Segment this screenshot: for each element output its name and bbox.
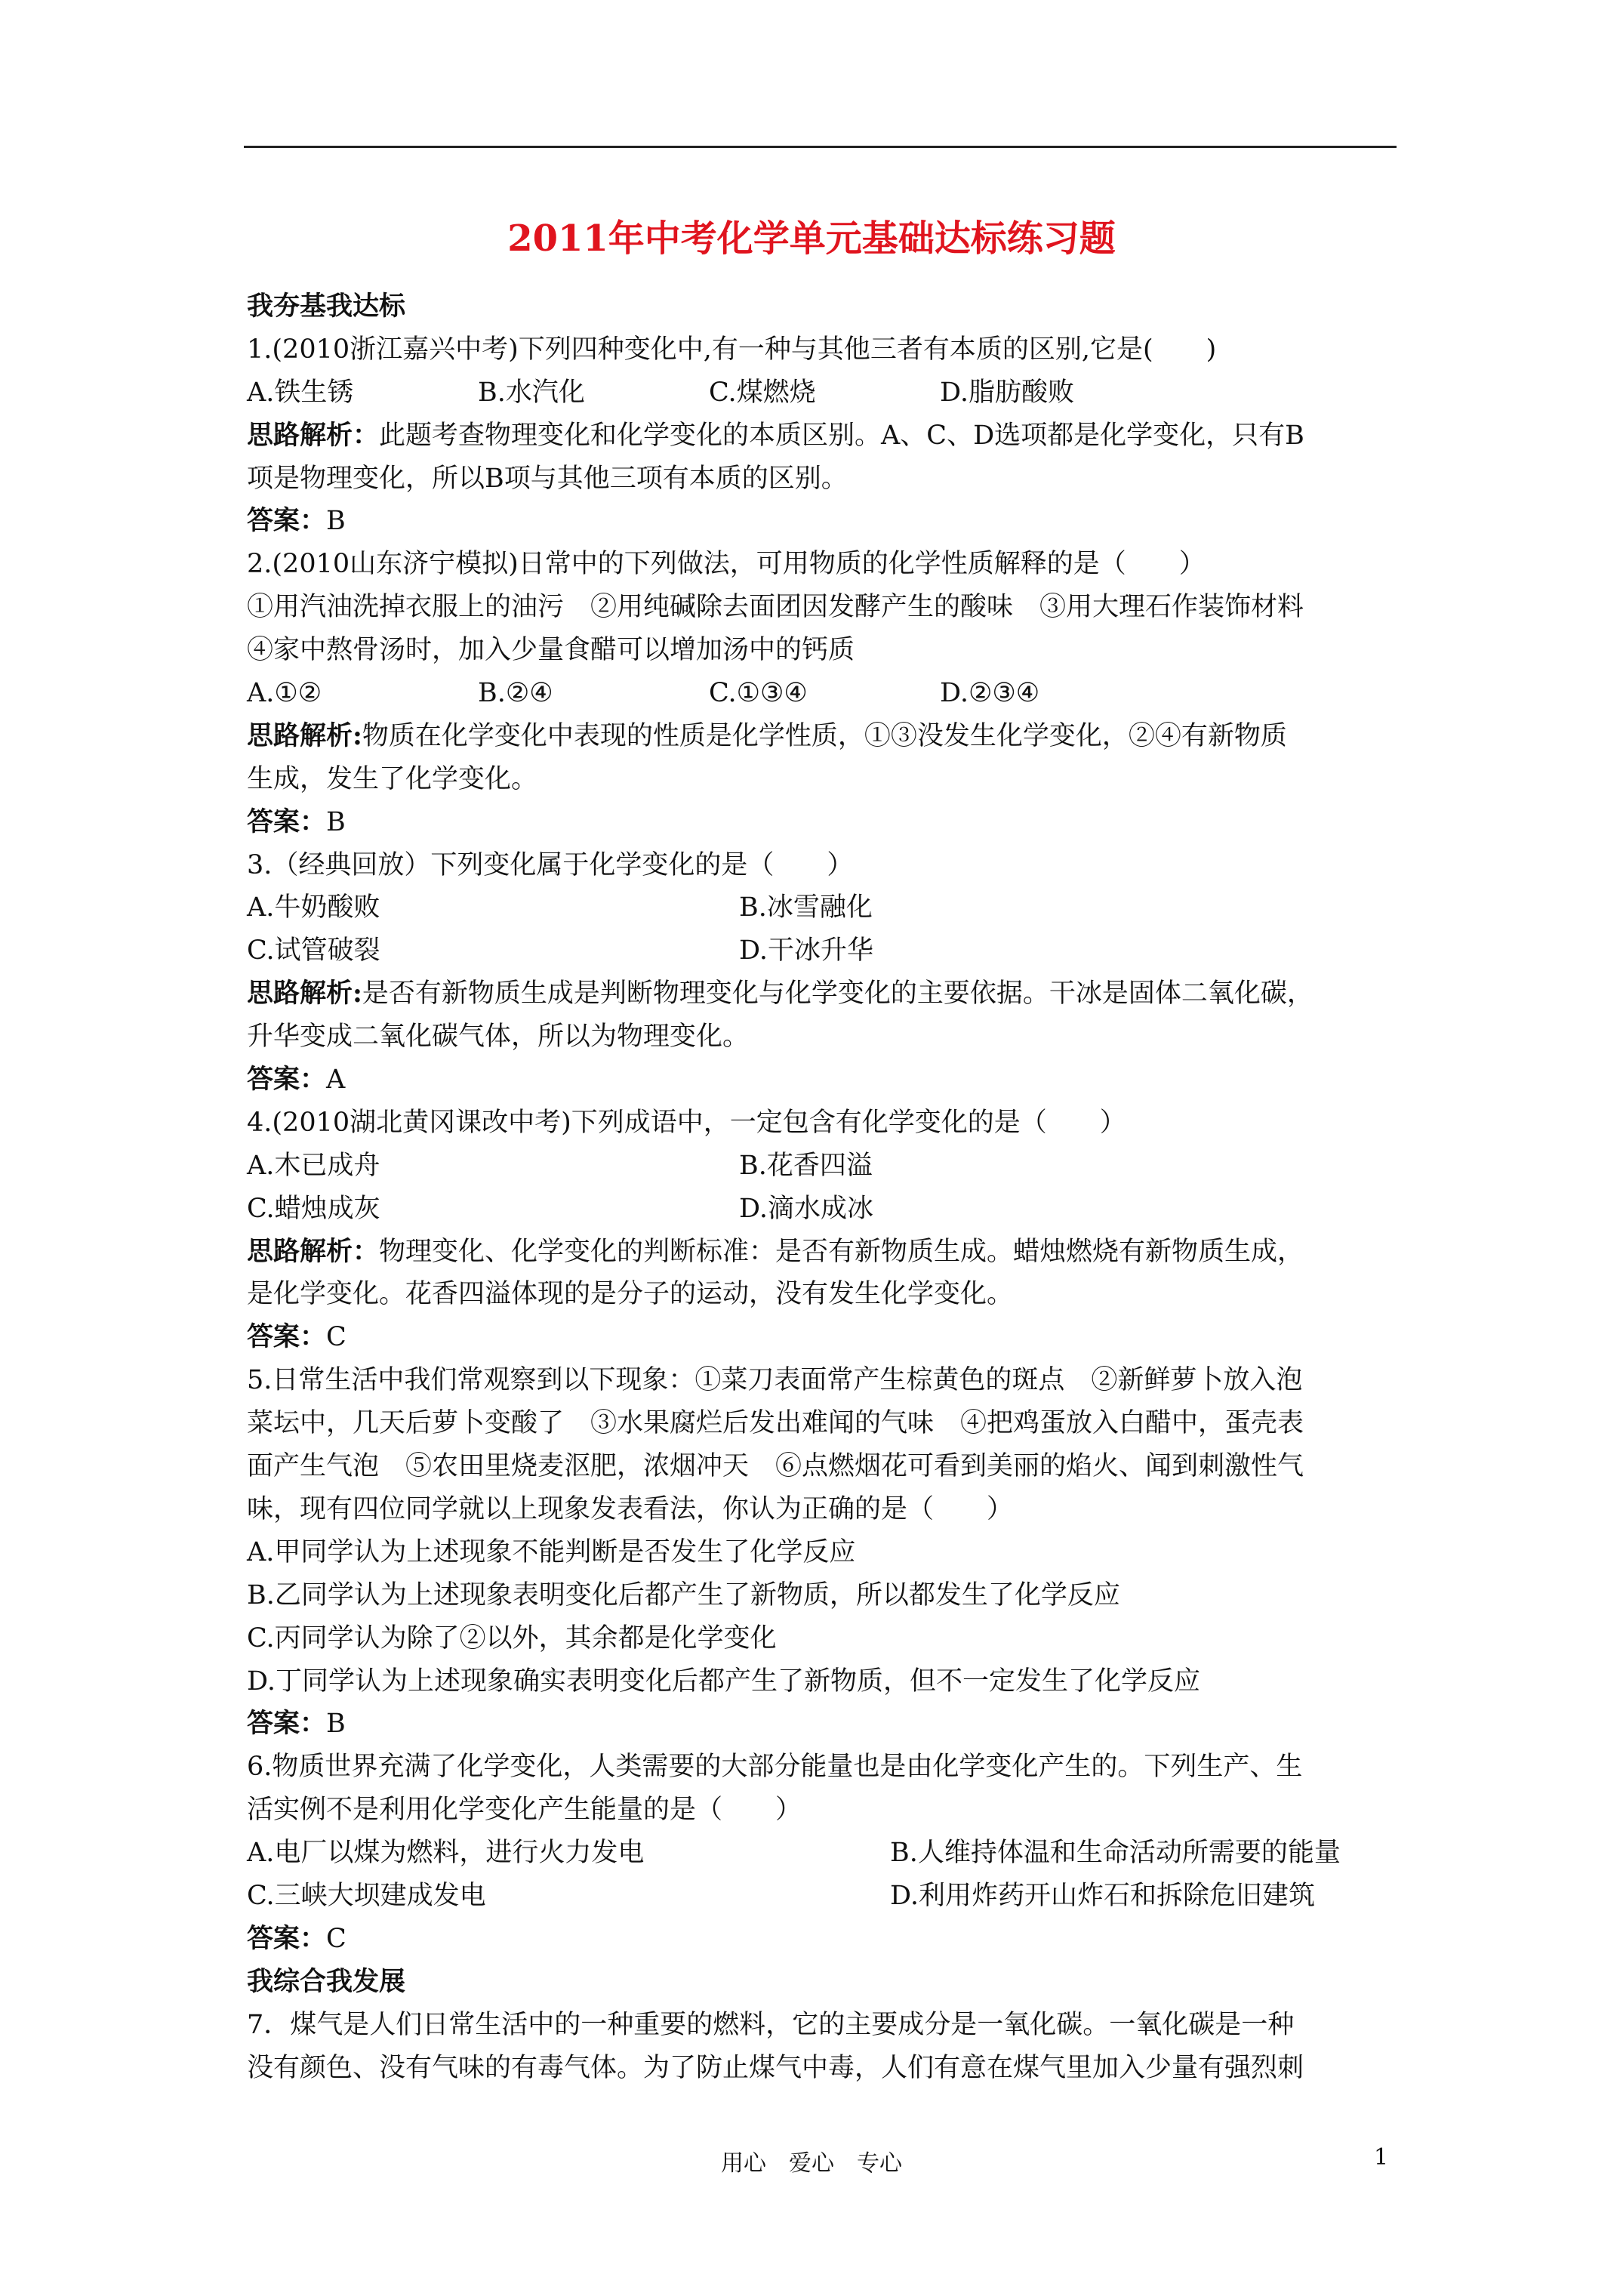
option-d: D.干冰升华 bbox=[739, 935, 873, 966]
option-b: B.乙同学认为上述现象表明变化后都产生了新物质，所以都发生了化学反应 bbox=[247, 1579, 1120, 1610]
option-c: C.①③④ bbox=[709, 678, 808, 709]
question-7-stem-cont: 没有颜色、没有气味的有毒气体。为了防止煤气中毒，人们有意在煤气里加入少量有强烈刺 bbox=[247, 2052, 1304, 2083]
option-a: A.甲同学认为上述现象不能判断是否发生了化学反应 bbox=[247, 1536, 856, 1567]
question-3-stem: 3.（经典回放）下列变化属于化学变化的是（ ） bbox=[247, 849, 854, 880]
question-1-options bbox=[247, 371, 1402, 415]
document-body bbox=[247, 285, 1402, 2089]
question-1-analysis bbox=[247, 415, 1402, 458]
question-5-stem-cont: 菜坛中，几天后萝卜变酸了 ③水果腐烂后发出难闻的气味 ④把鸡蛋放入白醋中，蛋壳表 bbox=[247, 1408, 1304, 1439]
page-footer bbox=[0, 2144, 1623, 2182]
question-5-answer bbox=[247, 1703, 1402, 1746]
question-2-item-line: ①用汽油洗掉衣服上的油污 ②用纯碱除去面团因发酵产生的酸味 ③用大理石作装饰材料 bbox=[247, 592, 1304, 623]
section-heading-basic: 我夯基我达标 bbox=[247, 291, 406, 322]
question-2-item-line: ④家中熬骨汤时，加入少量食醋可以增加汤中的钙质 bbox=[247, 635, 855, 666]
answer-label: 答案： bbox=[247, 1321, 327, 1353]
analysis-label: 思路解析： bbox=[247, 419, 380, 451]
analysis-label: 思路解析: bbox=[247, 720, 362, 751]
question-7-stem: 7．煤气是人们日常生活中的一种重要的燃料，它的主要成分是一氧化碳。一氧化碳是一种 bbox=[247, 2009, 1295, 2040]
answer-label: 答案： bbox=[247, 806, 327, 837]
option-a: A.①② bbox=[247, 678, 322, 709]
question-2-analysis-cont: 生成，发生了化学变化。 bbox=[247, 763, 538, 794]
question-2-options bbox=[247, 672, 1402, 715]
question-3-analysis-cont: 升华变成二氧化碳气体，所以为物理变化。 bbox=[247, 1022, 750, 1052]
option-d: D.丁同学认为上述现象确实表明变化后都产生了新物质，但不一定发生了化学反应 bbox=[247, 1666, 1200, 1697]
question-4-analysis bbox=[247, 1231, 1402, 1274]
answer-value: C bbox=[326, 1322, 346, 1353]
question-2-stem: 2.(2010山东济宁模拟)日常中的下列做法，可用物质的化学性质解释的是（ ） bbox=[247, 549, 1206, 580]
answer-value: C bbox=[326, 1923, 346, 1954]
option-a: A.电厂以煤为燃料，进行火力发电 bbox=[247, 1838, 645, 1869]
analysis-label: 思路解析： bbox=[247, 1235, 380, 1267]
question-5-stem: 5.日常生活中我们常观察到以下现象：①菜刀表面常产生棕黄色的斑点 ②新鲜萝卜放入泡 bbox=[247, 1365, 1303, 1396]
question-2-analysis bbox=[247, 715, 1402, 758]
question-4-options-row1 bbox=[247, 1145, 1402, 1188]
question-5-stem-cont: 味，现有四位同学就以上现象发表看法，你认为正确的是（ ） bbox=[247, 1493, 1014, 1524]
option-d: D.利用炸药开山炸石和拆除危旧建筑 bbox=[890, 1880, 1315, 1911]
option-a: A.铁生锈 bbox=[247, 377, 354, 408]
header-rule bbox=[244, 146, 1397, 148]
answer-value: B bbox=[326, 1709, 346, 1740]
analysis-text: 此题考查物理变化和化学变化的本质区别。A、C、D选项都是化学变化，只有B bbox=[379, 420, 1304, 451]
option-d: D.②③④ bbox=[940, 678, 1040, 709]
question-3-answer bbox=[247, 1059, 1402, 1102]
option-b: B.人维持体温和生命活动所需要的能量 bbox=[890, 1838, 1341, 1869]
footer-slogan: 用心 爱心 专心 bbox=[721, 2150, 902, 2177]
question-6-options-row2 bbox=[247, 1875, 1402, 1918]
option-b: B.冰雪融化 bbox=[739, 892, 873, 923]
page-title: 2011年中考化学单元基础达标练习题 bbox=[507, 217, 1116, 260]
question-1-analysis-cont: 项是物理变化，所以B项与其他三项有本质的区别。 bbox=[247, 463, 848, 494]
question-4-analysis-cont: 是化学变化。花香四溢体现的是分子的运动，没有发生化学变化。 bbox=[247, 1279, 1014, 1310]
section-heading-advanced: 我综合我发展 bbox=[247, 1965, 406, 1997]
answer-label: 答案： bbox=[247, 505, 327, 537]
question-3-analysis bbox=[247, 972, 1402, 1015]
question-6-stem-cont: 活实例不是利用化学变化产生能量的是（ ） bbox=[247, 1795, 802, 1826]
option-b: B.②④ bbox=[478, 678, 553, 709]
answer-label: 答案： bbox=[247, 1922, 327, 1954]
option-b: B.水汽化 bbox=[478, 377, 585, 408]
page-number: 1 bbox=[1374, 2144, 1389, 2171]
question-6-stem: 6.物质世界充满了化学变化，人类需要的大部分能量也是由化学变化产生的。下列生产、生 bbox=[247, 1752, 1303, 1783]
question-6-answer bbox=[247, 1918, 1402, 1961]
option-c: C.试管破裂 bbox=[247, 935, 380, 966]
question-3-options-row2 bbox=[247, 929, 1402, 972]
answer-label: 答案： bbox=[247, 1708, 327, 1740]
option-a: A.木已成舟 bbox=[247, 1150, 380, 1181]
option-c: C.蜡烛成灰 bbox=[247, 1193, 380, 1224]
question-1-answer bbox=[247, 500, 1402, 543]
question-6-options-row1 bbox=[247, 1832, 1402, 1875]
question-1-stem: 1.(2010浙江嘉兴中考)下列四种变化中,有一种与其他三者有本质的区别,它是( ) bbox=[247, 334, 1217, 365]
question-3-options-row1 bbox=[247, 886, 1402, 929]
question-4-options-row2 bbox=[247, 1188, 1402, 1231]
option-d: D.脂肪酸败 bbox=[940, 377, 1074, 408]
option-c: C.三峡大坝建成发电 bbox=[247, 1880, 486, 1911]
option-c: C.丙同学认为除了②以外，其余都是化学变化 bbox=[247, 1623, 777, 1653]
analysis-text: 物理变化、化学变化的判断标准：是否有新物质生成。蜡烛燃烧有新物质生成， bbox=[379, 1236, 1304, 1267]
question-5-stem-cont: 面产生气泡 ⑤农田里烧麦沤肥，浓烟冲天 ⑥点燃烟花可看到美丽的焰火、闻到刺激性气 bbox=[247, 1451, 1304, 1482]
analysis-text: 是否有新物质生成是判断物理变化与化学变化的主要依据。干冰是固体二氧化碳， bbox=[362, 978, 1313, 1009]
option-c: C.煤燃烧 bbox=[709, 377, 816, 408]
question-2-answer bbox=[247, 801, 1402, 844]
answer-label: 答案： bbox=[247, 1064, 327, 1096]
option-b: B.花香四溢 bbox=[739, 1150, 873, 1181]
analysis-label: 思路解析: bbox=[247, 978, 362, 1009]
option-d: D.滴水成冰 bbox=[739, 1193, 873, 1224]
answer-value: A bbox=[326, 1065, 346, 1096]
analysis-text: 物质在化学变化中表现的性质是化学性质，①③没发生化学变化，②④有新物质 bbox=[362, 720, 1287, 751]
option-a: A.牛奶酸败 bbox=[247, 892, 380, 923]
answer-value: B bbox=[326, 506, 346, 537]
question-4-stem: 4.(2010湖北黄冈课改中考)下列成语中，一定包含有化学变化的是（ ） bbox=[247, 1107, 1126, 1138]
answer-value: B bbox=[326, 806, 346, 837]
question-4-answer bbox=[247, 1316, 1402, 1359]
